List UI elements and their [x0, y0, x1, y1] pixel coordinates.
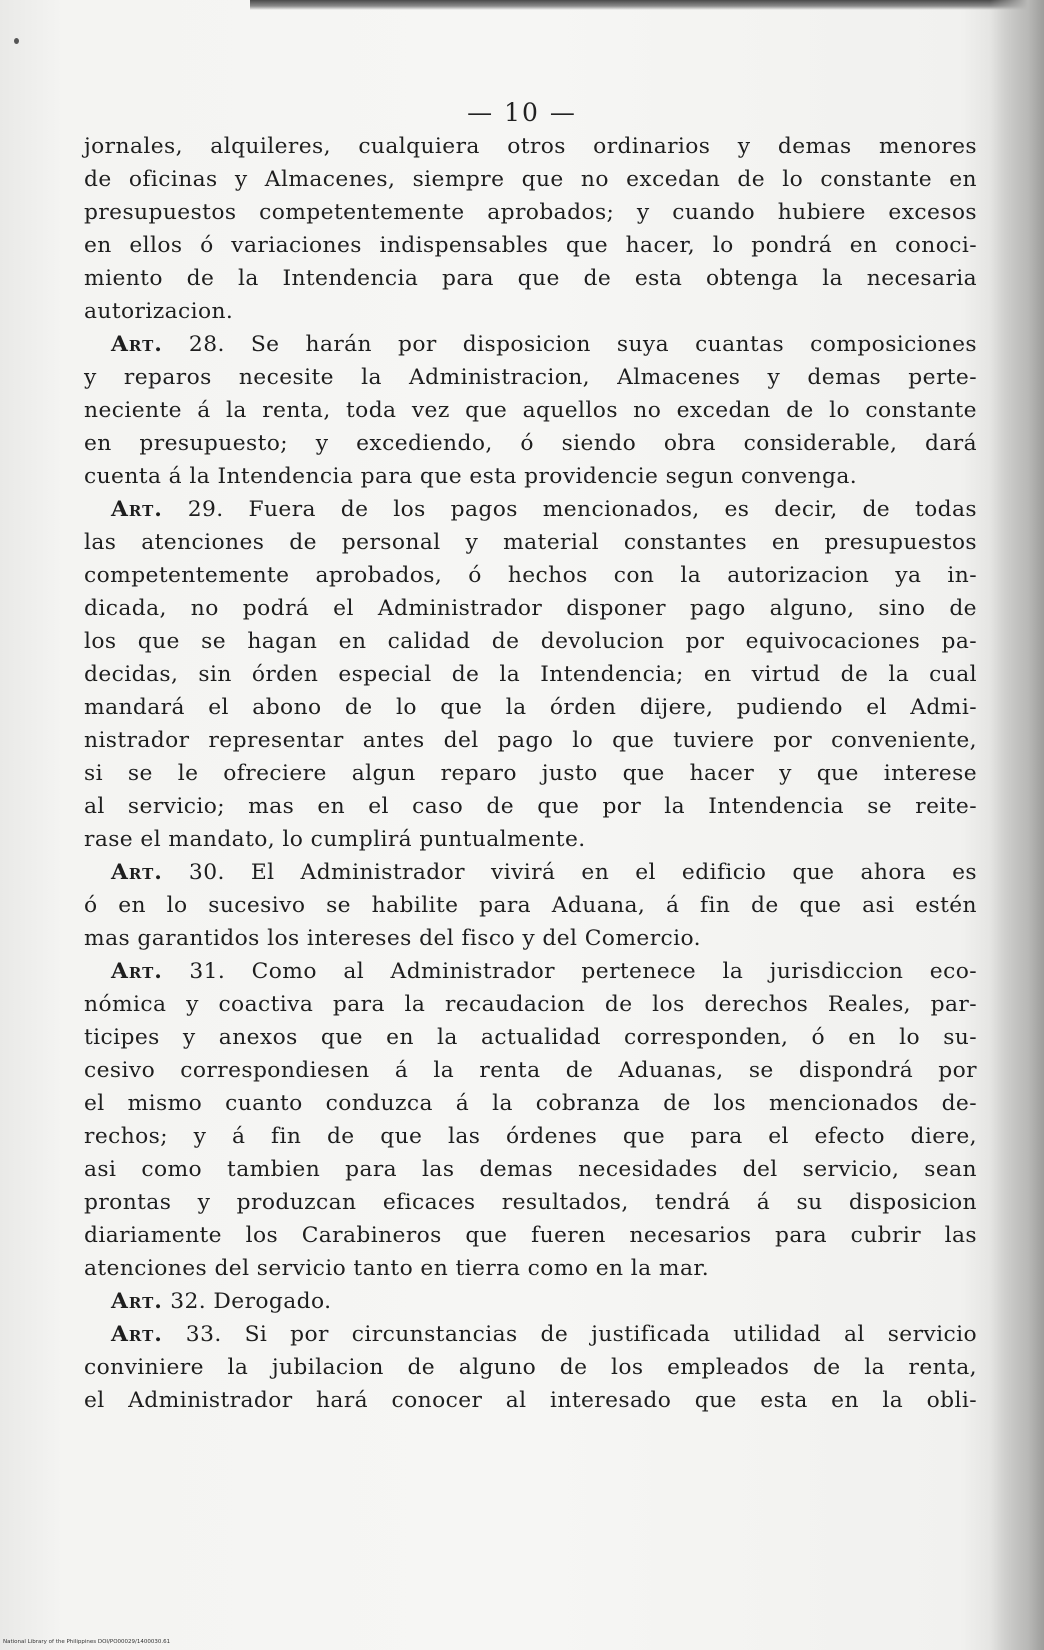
paragraph-line: autorizacion. — [84, 299, 234, 324]
page-top-edge — [250, 0, 1044, 10]
paragraph-line: ó en lo sucesivo se habilite para Aduana, á fin de que asi estén — [84, 893, 977, 918]
paragraph-line: ticipes y anexos que en la actualidad corresponden, ó en lo su- — [84, 1025, 977, 1050]
paragraph-line: y reparos necesite la Administracion, Almacenes y demas perte- — [84, 365, 977, 390]
paragraph-line: decidas, sin órden especial de la Intendencia; en virtud de la cual — [84, 662, 977, 687]
paragraph-line: mas garantidos los intereses del fisco y del Comercio. — [84, 926, 701, 951]
paragraph-line: cuenta á la Intendencia para que esta providencie segun convenga. — [84, 464, 858, 489]
paragraph-line: 28. Se harán por disposicion suya cuantas composiciones — [188, 332, 977, 357]
paragraph-line: diariamente los Carabineros que fueren necesarios para cubrir las — [84, 1223, 977, 1248]
paragraph-line: prontas y produzcan eficaces resultados, tendrá á su disposicion — [84, 1190, 977, 1215]
paragraph-line: asi como tambien para las demas necesidades del servicio, sean — [84, 1157, 977, 1182]
article-label: Art. — [111, 1322, 163, 1347]
paragraph-line: si se le ofreciere algun reparo justo que hacer y que interese — [84, 761, 977, 786]
paragraph-line: presupuestos competentemente aprobados; y cuando hubiere excesos — [84, 200, 977, 225]
paragraph-line: el Administrador hará conocer al interesado que esta en la obli- — [84, 1388, 977, 1413]
paragraph-line: el mismo cuanto conduzca á la cobranza de los mencionados de- — [84, 1091, 977, 1116]
paragraph-line: nistrador representar antes del pago lo que tuviere por conveniente, — [84, 728, 977, 753]
paragraph-line: los que se hagan en calidad de devolucion por equivocaciones pa- — [84, 629, 977, 654]
article-33-first-line — [84, 1318, 977, 1351]
paragraph-line: nómica y coactiva para la recaudacion de los derechos Reales, par- — [84, 992, 977, 1017]
scan-speck — [14, 38, 19, 44]
archive-footer-label: National Library of the Philippines DOI/PO00029/1400030.61 — [3, 1639, 171, 1645]
paragraph-line: 31. Como al Administrador pertenece la jurisdiccion eco- — [189, 959, 977, 984]
paragraph-line: 30. El Administrador vivirá en el edificio que ahora es — [188, 860, 977, 885]
paragraph-line: las atenciones de personal y material constantes en presupuestos — [84, 530, 977, 555]
paragraph-line: mandará el abono de lo que la órden dijere, pudiendo el Admi- — [84, 695, 977, 720]
document-body — [84, 130, 977, 1417]
article-28-first-line — [84, 328, 977, 361]
paragraph-line: competentemente aprobados, ó hechos con la autorizacion ya in- — [84, 563, 977, 588]
article-label: Art. — [111, 860, 163, 885]
paragraph-line: neciente á la renta, toda vez que aquellos no excedan de lo constante — [84, 398, 977, 423]
paragraph-line: rase el mandato, lo cumplirá puntualmente. — [84, 827, 586, 852]
paragraph-line: cesivo correspondiesen á la renta de Aduanas, se dispondrá por — [84, 1058, 977, 1083]
paragraph-line: 33. Si por circunstancias de justificada utilidad al servicio — [185, 1322, 977, 1347]
article-label: Art. — [111, 332, 163, 357]
article-31-first-line — [84, 955, 977, 988]
article-30-first-line — [84, 856, 977, 889]
article-label: Art. — [111, 1289, 163, 1314]
page-number: — 10 — — [467, 98, 577, 127]
paragraph-line: en ellos ó variaciones indispensables que hacer, lo pondrá en conoci- — [84, 233, 977, 258]
paragraph-line: en presupuesto; y excediendo, ó siendo obra considerable, dará — [84, 431, 977, 456]
paragraph-line: rechos; y á fin de que las órdenes que para el efecto diere, — [84, 1124, 977, 1149]
paragraph-line: conviniere la jubilacion de alguno de los empleados de la renta, — [84, 1355, 977, 1380]
paragraph-line: atenciones del servicio tanto en tierra como en la mar. — [84, 1256, 710, 1281]
article-label: Art. — [111, 497, 163, 522]
page-right-shadow — [990, 0, 1044, 1650]
paragraph-line: de oficinas y Almacenes, siempre que no excedan de lo constante en — [84, 167, 977, 192]
article-29-first-line — [84, 493, 977, 526]
paragraph-line: 32. Derogado. — [170, 1289, 332, 1314]
paragraph-line: dicada, no podrá el Administrador disponer pago alguno, sino de — [84, 596, 977, 621]
paragraph-line: al servicio; mas en el caso de que por la Intendencia se reite- — [84, 794, 977, 819]
paragraph-line: 29. Fuera de los pagos mencionados, es decir, de todas — [187, 497, 977, 522]
paragraph-line: miento de la Intendencia para que de esta obtenga la necesaria — [84, 266, 977, 291]
article-32-first-line — [84, 1285, 977, 1318]
paragraph-line: jornales, alquileres, cualquiera otros ordinarios y demas menores — [84, 134, 977, 159]
article-label: Art. — [111, 959, 163, 984]
